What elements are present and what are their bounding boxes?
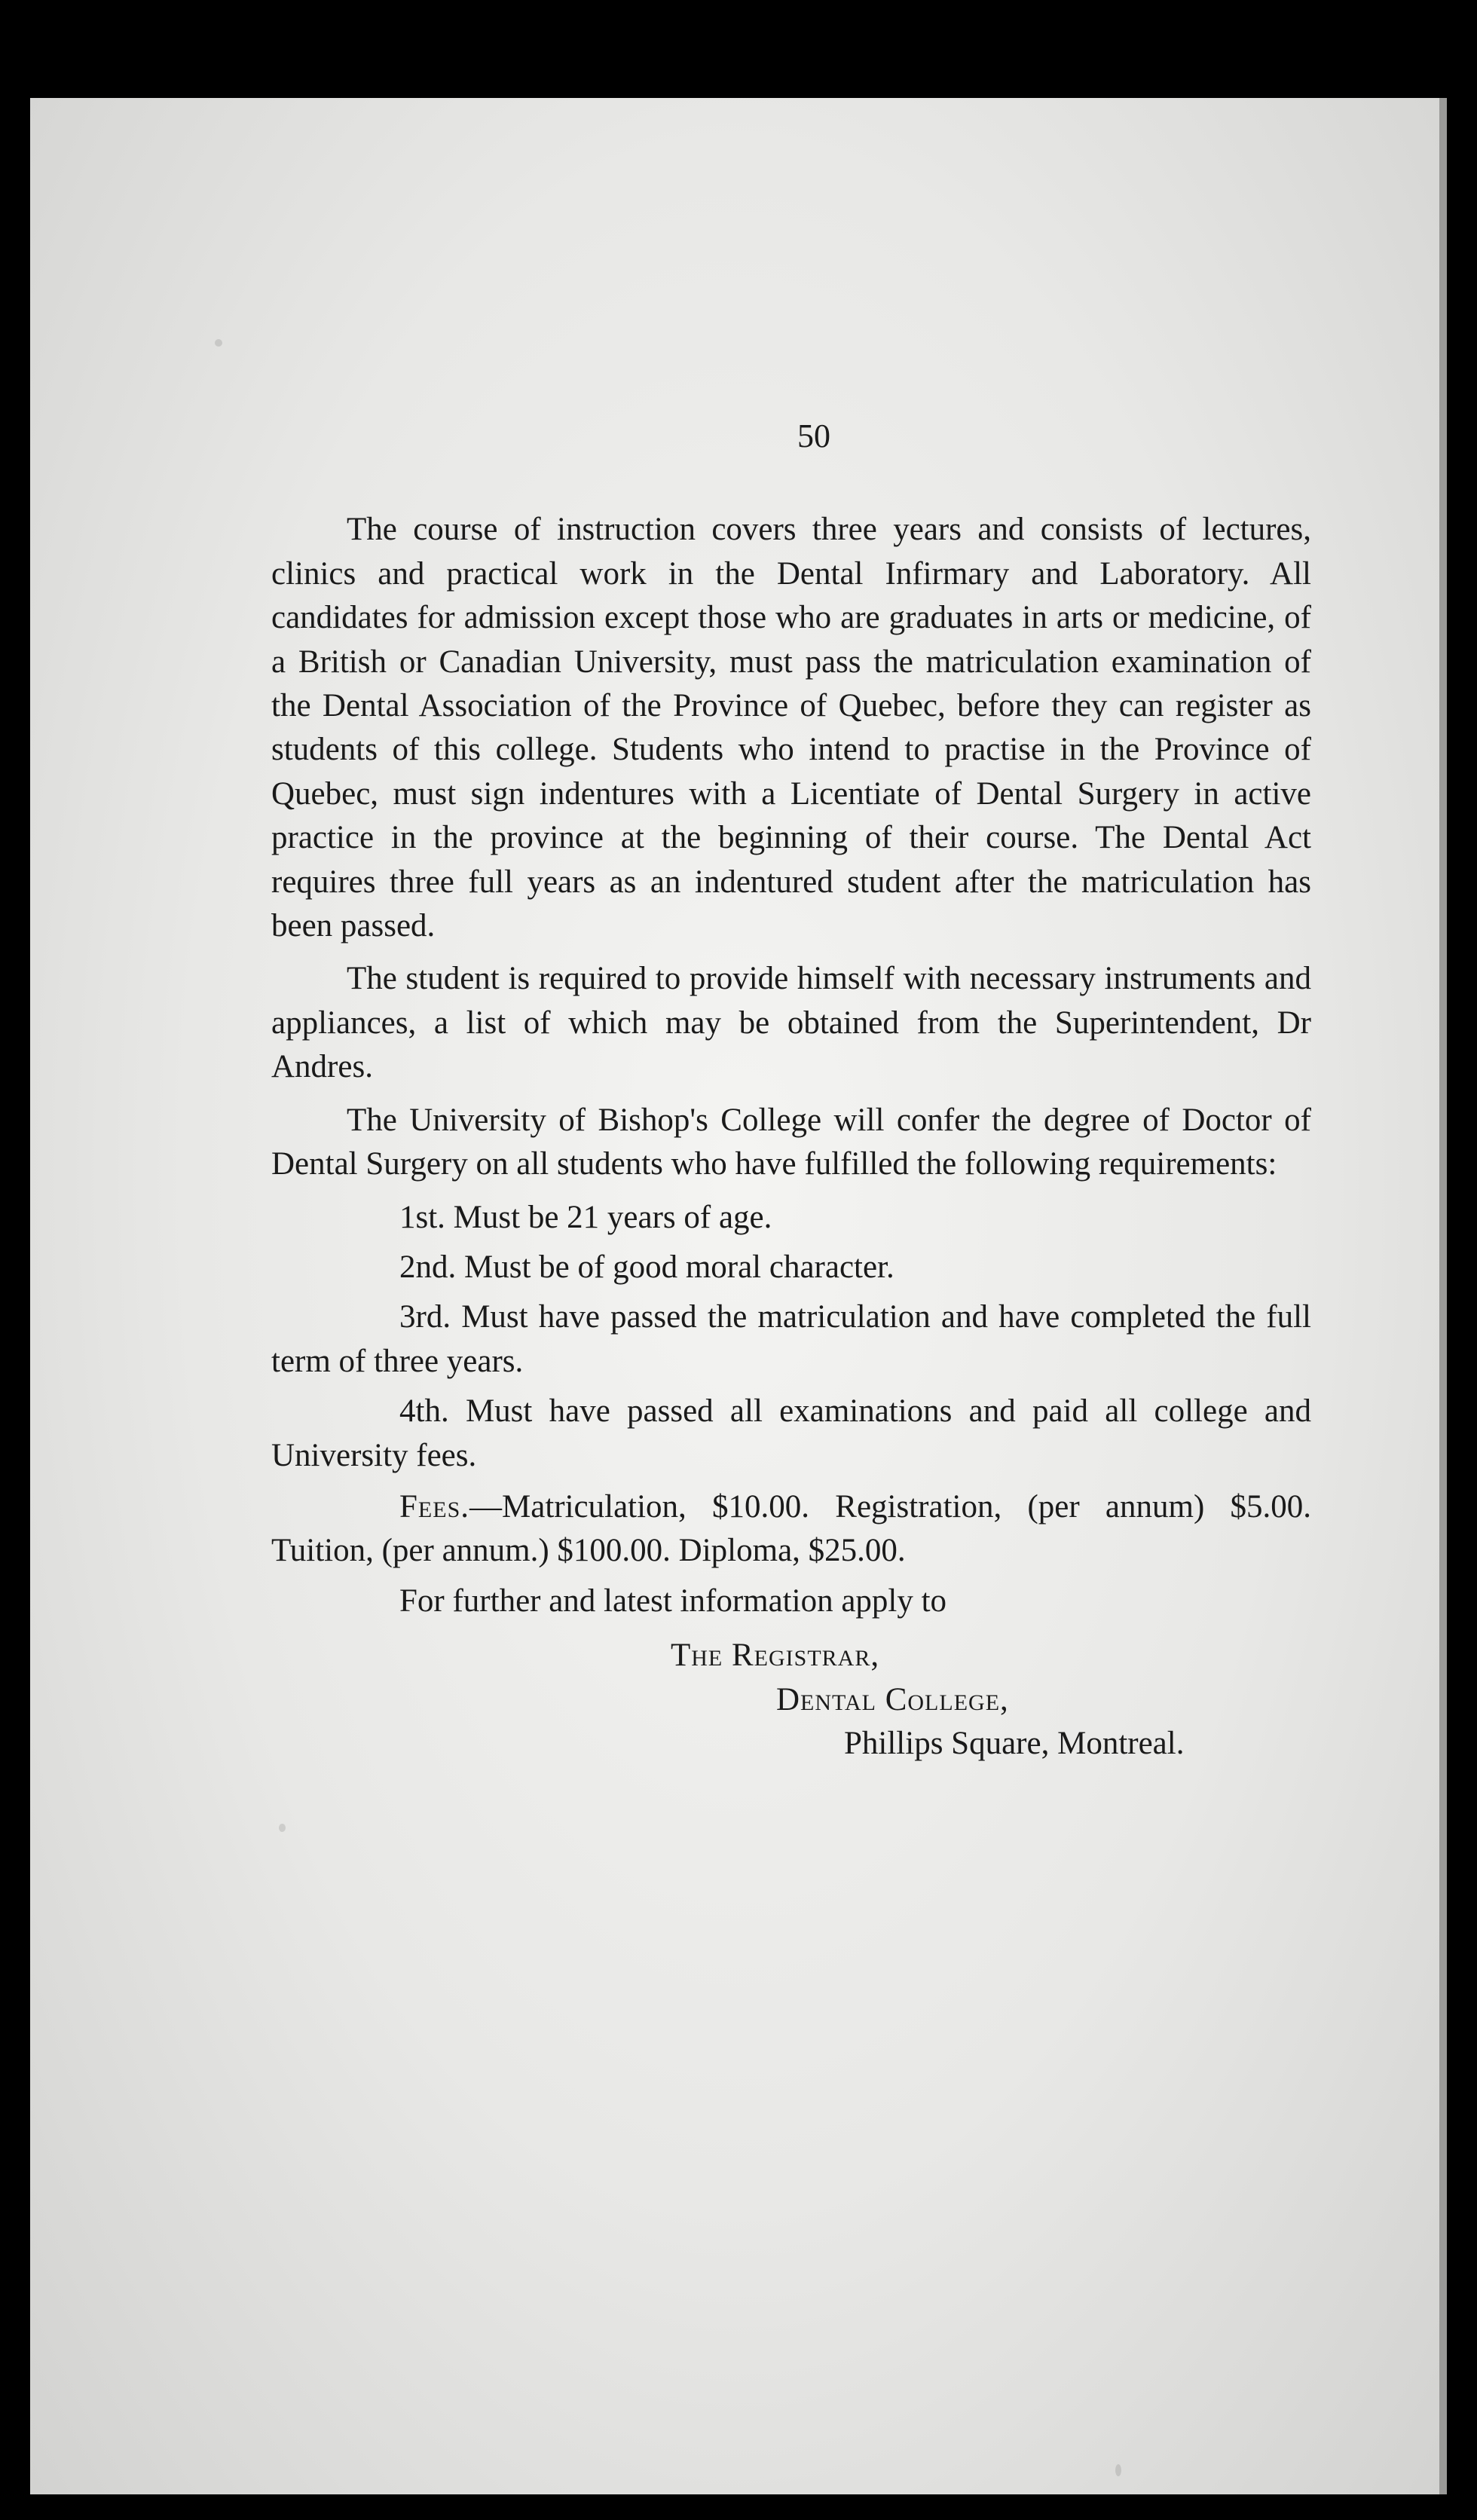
- ink-speck: [279, 1824, 286, 1832]
- requirement-item: 4th. Must have passed all examinations and paid all college and University fees.: [271, 1393, 1311, 1473]
- page-number: 50: [797, 417, 830, 454]
- fees-label: Fees.: [399, 1488, 469, 1525]
- page-edge-shadow: [1439, 98, 1447, 2494]
- requirement-item: 3rd. Must have passed the matriculation and have completed the full term of three years.: [271, 1299, 1311, 1379]
- apply-line: For further and latest information apply to: [399, 1583, 947, 1619]
- ink-speck: [1115, 2464, 1121, 2476]
- address-line-3: Phillips Square, Montreal.: [844, 1725, 1185, 1761]
- requirement-item: 1st. Must be 21 years of age.: [399, 1199, 772, 1235]
- ink-speck: [215, 339, 222, 347]
- paragraph-course: The course of instruction covers three years and consists of lectures, clinics and practical work in the Dental Infirmary and Laboratory. All candidates for admission except those who are graduates in arts or medicine, of a British or Canadian University, must pass the matriculation examination of the Dental Association of the Province of Quebec, before they can register as students of this college. Students who intend to practise in the Province of Quebec, must sign indentures with a Licentiate of Dental Surgery in active practice in the province at the beginning of their course. The Dental Act requires three full years as an indentured student after the matriculation has been passed.: [271, 512, 1311, 944]
- paragraph-degree: The University of Bishop's College will confer the degree of Doctor of Dental Surgery on all students who have fulfilled the following requirements:: [271, 1102, 1311, 1182]
- page-text: [271, 414, 1311, 1766]
- address-block: [271, 1634, 1311, 1766]
- paragraph-instruments: The student is required to provide himself with necessary instruments and appliances, a list of which may be obtained from the Superintendent, Dr Andres.: [271, 961, 1311, 1085]
- fees-paragraph: [271, 1485, 1311, 1573]
- requirement-item: 2nd. Must be of good moral character.: [399, 1249, 894, 1285]
- address-line-2: Dental College,: [776, 1681, 1009, 1717]
- fees-text: —Matriculation, $10.00. Registration, (per annum) $5.00. Tuition, (per annum.) $100.00. Diploma, $25.00.: [271, 1488, 1311, 1569]
- scanned-page: [30, 98, 1447, 2494]
- address-line-1: The Registrar,: [671, 1638, 880, 1674]
